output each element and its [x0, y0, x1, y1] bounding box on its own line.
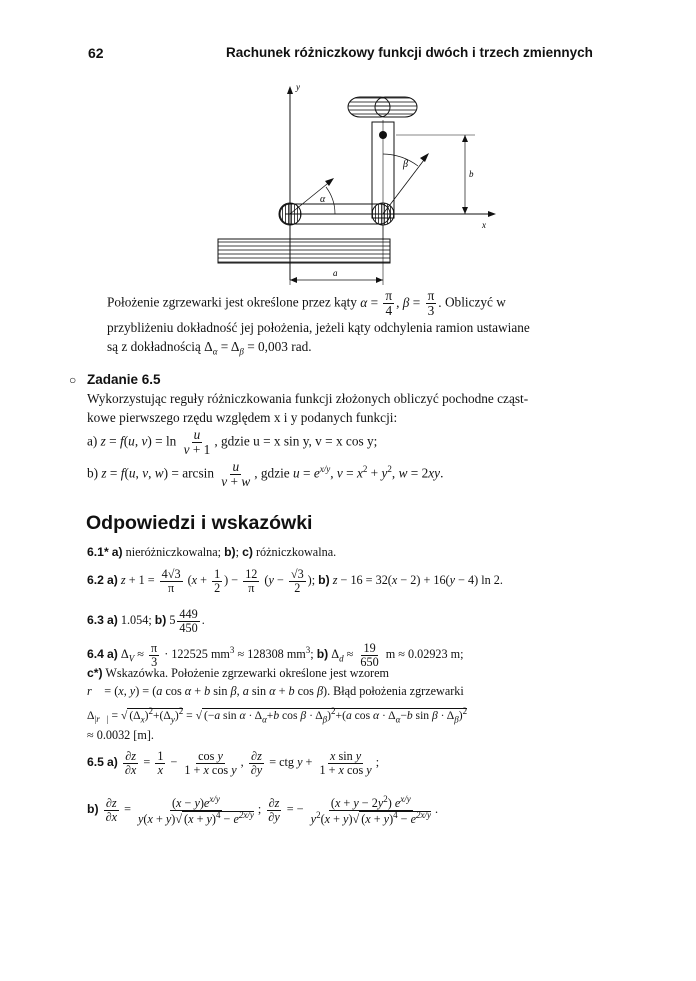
task-a-text: gdzie u = x sin y, v = x cos y;: [220, 433, 378, 449]
intro-line1-pre: Położenie zgrzewarki jest określone przez kąty: [107, 294, 357, 310]
answer-6-2: 6.2 a) z + 1 = $\frac{4√3}{\pi}$ (x + $\frac{1}{2}$ ) − $\frac{12}{\pi}$ (y − $\frac{√3}{2}$ ); b) z − 16 = 32(x − 2) + 16(y − 4) ln 2.: [87, 567, 503, 595]
beta-label: β: [403, 159, 408, 170]
answer-6-4-label: 6.4: [87, 647, 104, 662]
answer-6-4-formula: r⃗ = (x, y) = (a cos α + b sin β, a sin α + b cos β). Błąd położenia zgrzewarki: [87, 684, 464, 698]
answer-6-5-a: 6.5 a) $\frac{\partial z}{\partial x}$ = $\frac{1}{x}$ − $\frac{\text{cos y}}{\text{1 + x cos y}}$ , $\frac{\partial z}{\partial y}$ = ctg y + $\frac{\text{x sin y}}{\text{1 + x cos y}}$ ;: [87, 749, 380, 777]
problem-intro: Położenie zgrzewarki jest określone przez kąty α = $\frac{\pi}{4}$ , β = $\frac{\pi}{3}$ . Obliczyć w przybliżeniu dokładność jej położenia, jeżeli kąty odchylenia ramion ustawiane są z dokładnością $\Delta_\alpha = \Delta_\beta = 0,003$ rad.: [107, 289, 627, 362]
axis-x-label: x: [482, 220, 486, 230]
task-title: Zadanie 6.5: [87, 372, 161, 387]
answer-6-1-label: 6.1*: [87, 545, 109, 559]
answer-6-3-a: 1.054;: [120, 613, 152, 628]
task-body: [87, 389, 627, 427]
intro-line3-pre: są z dokładnością: [107, 338, 201, 354]
answers-heading: Odpowiedzi i wskazówki: [86, 512, 313, 534]
task-b-label: b): [87, 465, 99, 481]
task-item-a: a) z = f(u, v) = ln $\frac{u}{v + 1}$ , gdzie u = x sin y, v = x cos y;: [87, 427, 378, 457]
task-bullet: ○: [69, 373, 77, 387]
answer-6-2-label: 6.2: [87, 573, 104, 588]
task-a-label: a): [87, 433, 98, 449]
answer-6-4: 6.4 a) $\Delta_V$ ≈ $\frac{\pi}{3}$ · 122525 $mm^3 \approx 128308$ $mm^3$; b) $\Delta_d$ ≈ $\frac{19}{650}$ m ≈ 0.02923 m;: [87, 641, 464, 669]
answer-6-5-b: b) $\frac{\partial z}{\partial x}$ = $\frac{(x - y)e^{x/y}}{y(x + y)√ (x + y)^4 - e^{2x/y}}$ ; $\frac{\partial z}{\partial y}$ = − $\frac{(x + y - 2y^2) e^{x/y}}{y^2(x + y)√ (x + y)^4 - e^{2x/y}}$ .: [87, 794, 439, 826]
answer-6-4-hint-1: Wskazówka. Położenie zgrzewarki określone jest wzorem: [105, 666, 390, 680]
delta-value: 0,003 rad.: [258, 338, 312, 354]
task-b-text: gdzie: [260, 465, 290, 481]
answer-6-3: 6.3 a) 1.054; b) 5 $\frac{449}{450}$ .: [87, 607, 205, 635]
answer-6-1: 6.1* a) nieróżniczkowalna; b); c) różniczkowalna.: [87, 545, 337, 559]
task-line2: kowe pierwszego rzędu względem x i y podanych funkcji:: [87, 410, 398, 425]
a-dimension-label: a: [333, 268, 338, 278]
intro-line1-post: Obliczyć w: [444, 294, 506, 310]
answer-6-5-label: 6.5: [87, 755, 104, 770]
answer-6-4-hint-3: Błąd położenia zgrzewarki: [333, 684, 464, 698]
answer-6-4-error: $\Delta_{|r⃗|}$ = √ $(\Delta_x)^2+(\Delta_y)^2$ = √ (−a $\sin \alpha \cdot \Delta_\alpha+b$ $\cos \beta \cdot \Delta_\beta)^2+(a$ $\cos \alpha \cdot \Delta_\alpha-b$ $\sin \beta \cdot \Delta_\beta)^2$: [87, 706, 468, 725]
page-number: 62: [88, 45, 104, 61]
task-item-b: b) z = f(u, v, w) = arcsin $\frac{u}{v + w}$ , gdzie $u = e^{x/y}$, $v = x^2 + y^2$, w = 2xy.: [87, 459, 444, 489]
welding-arm-figure: [200, 80, 500, 290]
axis-y-label: y: [296, 82, 300, 92]
answer-6-1-a: nieróżniczkowalna;: [125, 545, 222, 559]
task-line1: Wykorzystując reguły różniczkowania funkcji złożonych obliczyć pochodne cząst-: [87, 391, 529, 406]
alpha-label: α: [320, 194, 326, 205]
intro-line2: przybliżeniu dokładność jej położenia, jeżeli kąty odchylenia ramion ustawiane: [107, 319, 530, 335]
running-title: Rachunek różniczkowy funkcji dwóch i trzech zmiennych: [226, 45, 593, 60]
b-dimension-label: b: [469, 169, 474, 179]
answer-6-3-label: 6.3: [87, 613, 104, 628]
answer-6-4-hint-label: c*): [87, 666, 103, 680]
answer-6-1-bc: różniczkowalna.: [255, 545, 337, 559]
answer-6-4-result: ≈ 0.0032 [m].: [87, 728, 154, 742]
answer-6-4-hint: [87, 666, 389, 681]
